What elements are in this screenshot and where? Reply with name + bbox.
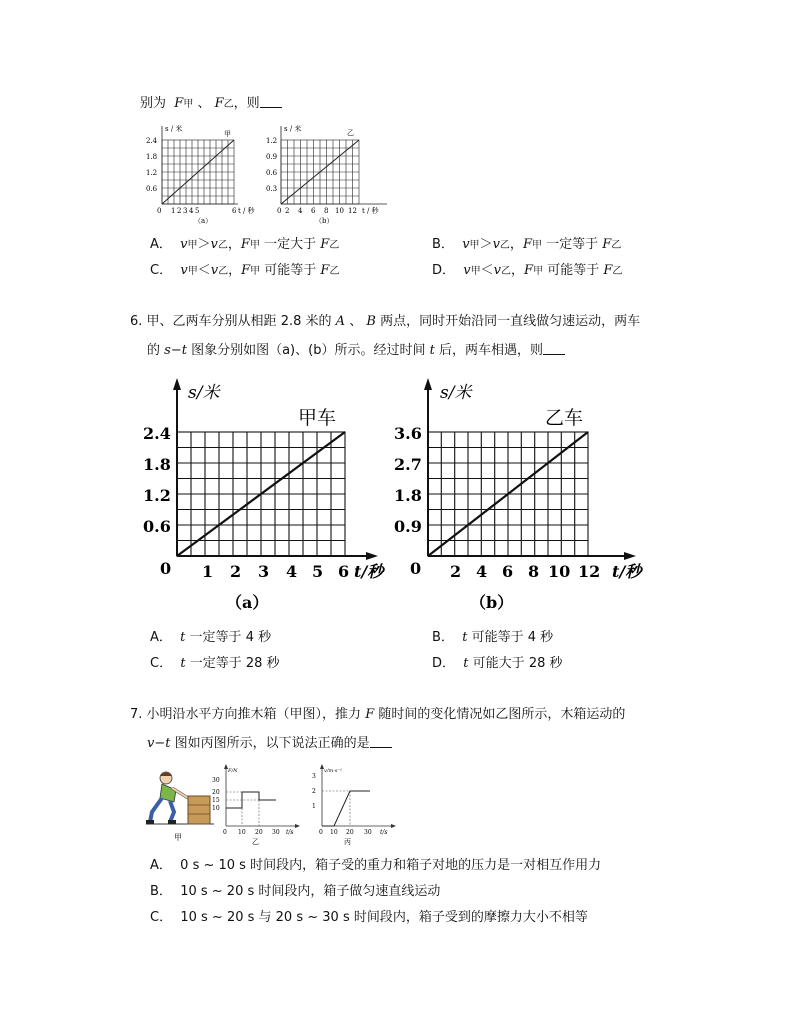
y-tick: 2.7 xyxy=(394,455,422,474)
x-tick: 1 xyxy=(202,562,214,581)
y-tick: 0.9 xyxy=(394,517,422,536)
y-tick: 2 xyxy=(312,788,316,795)
q7-stem-line2: v−t 图如丙图所示，以下说法正确的是 xyxy=(147,735,392,752)
q5-option-a[interactable]: A． v甲＞v乙，F甲 一定大于 F乙 xyxy=(150,237,340,252)
answer-blank[interactable] xyxy=(260,95,282,108)
x-tick: 30 xyxy=(364,829,372,836)
graph-caption: （a） xyxy=(226,593,269,612)
y-tick: 30 xyxy=(212,777,220,784)
x-tick: 20 xyxy=(346,829,354,836)
y-tick: 1.8 xyxy=(146,153,158,161)
x-tick: 20 xyxy=(255,829,263,836)
x-tick: 4 xyxy=(298,207,303,215)
velocity-line xyxy=(322,791,370,826)
graph-caption: （a） xyxy=(194,217,213,225)
x-tick: 6 xyxy=(311,207,316,215)
x-axis-label: t / 秒 xyxy=(238,207,255,215)
x-tick: 6 xyxy=(338,562,350,581)
q6-stem-line2: 的 s−t 图象分别如图（a)、(b）所示。经过时间 t 后，两车相遇，则 xyxy=(147,342,565,359)
q6-option-d[interactable]: D． t 可能大于 28 秒 xyxy=(432,656,563,671)
x-tick: 3 xyxy=(183,207,188,215)
graph-caption: （b） xyxy=(470,593,514,612)
y-tick: 2.4 xyxy=(143,424,171,443)
q7-fig-bing-velocity-graph xyxy=(306,762,398,846)
x-tick: 6 xyxy=(232,207,237,215)
q5-graph-a xyxy=(142,122,254,226)
x-tick: 2 xyxy=(177,207,182,215)
x-tick: 8 xyxy=(324,207,329,215)
x-tick: 12 xyxy=(348,207,357,215)
y-tick: 1.2 xyxy=(266,137,278,145)
y-tick: 20 xyxy=(212,789,220,796)
q7-fig-yi-force-graph xyxy=(206,762,302,846)
y-tick: 0.3 xyxy=(266,185,278,193)
y-tick: 2.4 xyxy=(146,137,158,145)
x-tick: 10 xyxy=(238,829,246,836)
graph-caption: （b） xyxy=(315,217,334,225)
x-tick: 10 xyxy=(335,207,344,215)
figure-caption: 甲 xyxy=(174,833,182,842)
graph-label: 乙 xyxy=(347,129,354,137)
x-axis-label: t/s xyxy=(380,829,388,836)
q7-option-c[interactable]: C． 10 s ~ 20 s 与 20 s ~ 30 s 时间段内，箱子受到的摩擦力大小不相等 xyxy=(150,910,588,925)
y-tick: 10 xyxy=(212,805,220,812)
x-tick: 0 xyxy=(223,829,227,836)
x-tick: 4 xyxy=(286,562,298,581)
q7-option-b[interactable]: B． 10 s ~ 20 s 时间段内，箱子做匀速直线运动 xyxy=(150,884,441,899)
x-tick: 4 xyxy=(476,562,488,581)
y-axis-label: s/米 xyxy=(188,383,220,403)
figure-caption: 丙 xyxy=(344,838,351,846)
y-tick: 0.9 xyxy=(266,153,278,161)
x-axis-label: t/秒 xyxy=(354,562,384,581)
x-axis-label: t/s xyxy=(286,829,294,836)
q7-fig-jia-person-pushing-box xyxy=(146,768,214,844)
y-tick: 3 xyxy=(312,773,316,780)
x-axis-label: t / 秒 xyxy=(362,207,379,215)
q6-option-c[interactable]: C． t 一定等于 28 秒 xyxy=(150,656,280,671)
x-axis-label: t/秒 xyxy=(612,562,642,581)
y-tick: 0.6 xyxy=(143,517,171,536)
x-tick: 10 xyxy=(548,562,571,581)
q5-option-d[interactable]: D． v甲＜v乙，F甲 可能等于 F乙 xyxy=(432,263,623,278)
x-tick: 2 xyxy=(230,562,242,581)
y-axis-label: s / 米 xyxy=(165,125,183,133)
q7-stem-line1: 7. 小明沿水平方向推木箱（甲图），推力 F 随时间的变化情况如乙图所示，木箱运动的 xyxy=(130,707,626,722)
x-tick: 30 xyxy=(272,829,280,836)
y-tick: 15 xyxy=(212,797,220,804)
x-tick: 6 xyxy=(502,562,514,581)
x-tick: 5 xyxy=(312,562,324,581)
x-tick: 5 xyxy=(195,207,200,215)
x-tick: 4 xyxy=(189,207,194,215)
figure-caption: 乙 xyxy=(252,838,259,846)
x-tick: 0 xyxy=(319,829,323,836)
y-tick: 0.6 xyxy=(146,185,158,193)
q6-option-b[interactable]: B． t 可能等于 4 秒 xyxy=(432,630,554,645)
origin-label: 0 xyxy=(410,559,422,578)
y-axis-label: s/米 xyxy=(440,383,472,403)
q5-graph-b xyxy=(263,122,393,226)
y-tick: 1.2 xyxy=(143,486,171,505)
origin-label: 0 xyxy=(160,559,172,578)
answer-blank[interactable] xyxy=(370,735,392,748)
y-axis-label: F/N xyxy=(228,768,238,774)
y-axis-label: s / 米 xyxy=(284,125,302,133)
q6-stem-line1: 6. 甲、乙两车分别从相距 2.8 米的 A 、 B 两点，同时开始沿同一直线做匀速运动，两车 xyxy=(130,314,641,329)
y-axis-label: v/m·s⁻¹ xyxy=(324,768,343,774)
q5-option-c[interactable]: C． v甲＜v乙，F甲 可能等于 F乙 xyxy=(150,263,340,278)
answer-blank[interactable] xyxy=(543,342,565,355)
q5-option-b[interactable]: B． v甲＞v乙，F甲 一定等于 F乙 xyxy=(432,237,622,252)
x-tick: 2 xyxy=(285,207,290,215)
x-tick: 12 xyxy=(578,562,601,581)
q6-graph-b xyxy=(390,378,652,618)
x-tick: 2 xyxy=(450,562,462,581)
x-tick: 1 xyxy=(171,207,176,215)
q7-option-a[interactable]: A． 0 s ~ 10 s 时间段内，箱子受的重力和箱子对地的压力是一对相互作用力 xyxy=(150,858,602,873)
y-tick: 1 xyxy=(312,803,316,810)
graph-label: 甲 xyxy=(224,130,231,138)
x-tick: 8 xyxy=(528,562,540,581)
y-tick: 1.8 xyxy=(143,455,171,474)
x-tick: 10 xyxy=(330,829,338,836)
graph-label: 乙车 xyxy=(545,407,584,429)
q6-graph-a xyxy=(140,378,384,618)
y-tick: 0.6 xyxy=(266,169,278,177)
y-tick: 1.2 xyxy=(146,169,158,177)
x-tick: 0 xyxy=(277,207,282,215)
q5-tail-line: 别为 F甲 、 F乙，则 xyxy=(140,95,282,113)
graph-label: 甲车 xyxy=(298,407,337,429)
x-tick: 3 xyxy=(258,562,270,581)
y-tick: 1.8 xyxy=(394,486,422,505)
q6-option-a[interactable]: A． t 一定等于 4 秒 xyxy=(150,630,272,645)
y-tick: 3.6 xyxy=(394,424,422,443)
x-tick: 0 xyxy=(157,207,162,215)
